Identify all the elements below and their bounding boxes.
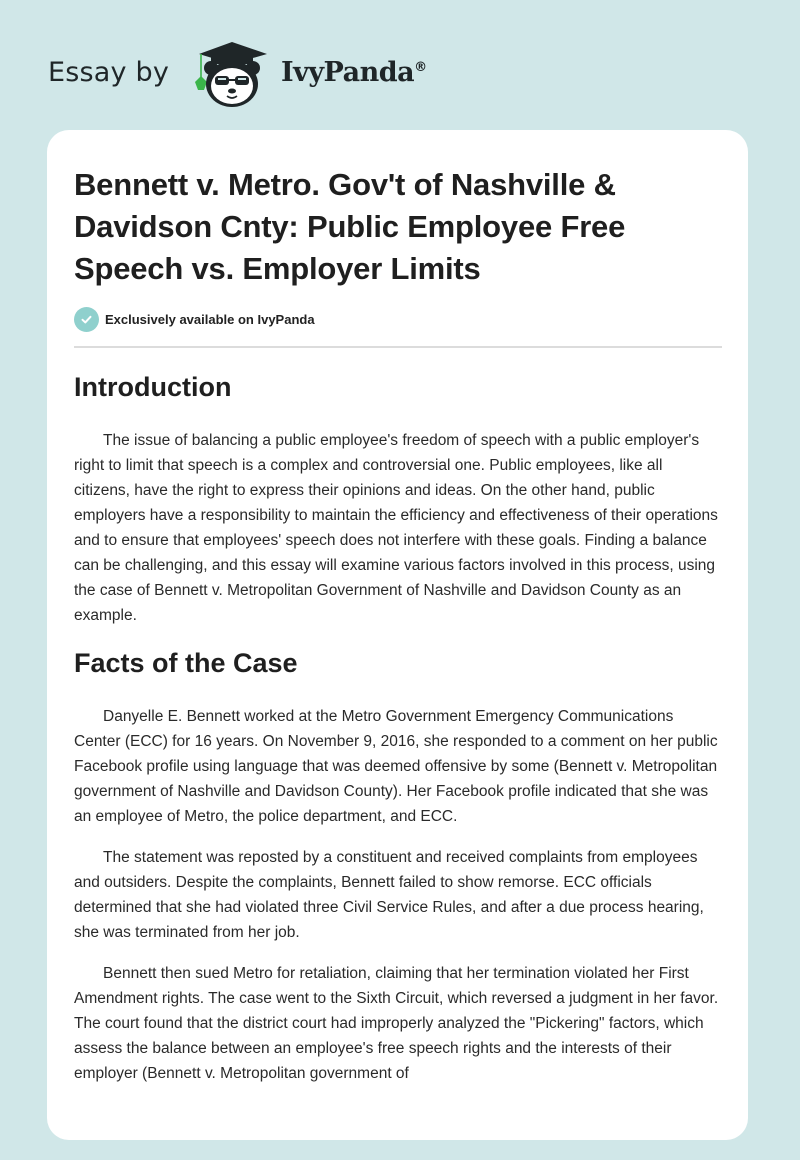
check-circle-icon — [74, 307, 99, 332]
brand-name[interactable] — [281, 57, 427, 88]
brand-header — [48, 34, 427, 110]
exclusive-label: Exclusively available on IvyPanda — [105, 311, 315, 327]
ivypanda-logo-icon[interactable] — [189, 34, 275, 110]
exclusive-badge — [74, 306, 722, 332]
section-heading-facts: Facts of the Case — [74, 648, 298, 678]
brand-name-text: IvyPanda — [281, 56, 415, 88]
section-heading-introduction: Introduction — [74, 372, 232, 402]
essay-card — [47, 130, 748, 1140]
essay-title: Bennett v. Metro. Gov't of Nashville & Davidson Cnty: Public Employee Free Speech vs. Employer Limits — [74, 167, 626, 286]
paragraph: Bennett then sued Metro for retaliation, claiming that her termination violated her First Amendment rights. The case went to the Sixth Circuit, which reversed a judgment in her favor. The court found that the district court had improperly analyzed the "Pickering" factors, which assess the balance between an employee's free speech rights and the interests of their employer (Bennett v. Metropolitan government of — [74, 965, 719, 1082]
paragraph: The issue of balancing a public employee's freedom of speech with a public employer's right to limit that speech is a complex and controversial one. Public employees, like all citizens, have the right to express their opinions and ideas. On the other hand, public employers have a responsibility to maintain the efficiency and effectiveness of their operations and to ensure that employees' speech does not interfere with these goals. Finding a balance can be challenging, and this essay will examine various factors involved in this process, using the case of Bennett v. Metropolitan Government of Nashville and Davidson County as an example. — [74, 432, 718, 624]
title-divider — [74, 346, 722, 348]
paragraph: The statement was reposted by a constituent and received complaints from employees and outsiders. Despite the complaints, Bennett failed to show remorse. ECC officials determined that she had violated three Civil Service Rules, and after a due process hearing, she was terminated from her job. — [74, 849, 704, 941]
registered-mark: ® — [414, 59, 427, 75]
brand-prefix: Essay by — [48, 56, 170, 88]
paragraph: Danyelle E. Bennett worked at the Metro Government Emergency Communications Center (ECC) for 16 years. On November 9, 2016, she responded to a comment on her public Facebook profile using language that was deemed offensive by some (Bennett v. Metropolitan government of Nashville and Davidson County). Her Facebook profile indicated that she was an employee of Metro, the police department, and ECC. — [74, 708, 718, 825]
